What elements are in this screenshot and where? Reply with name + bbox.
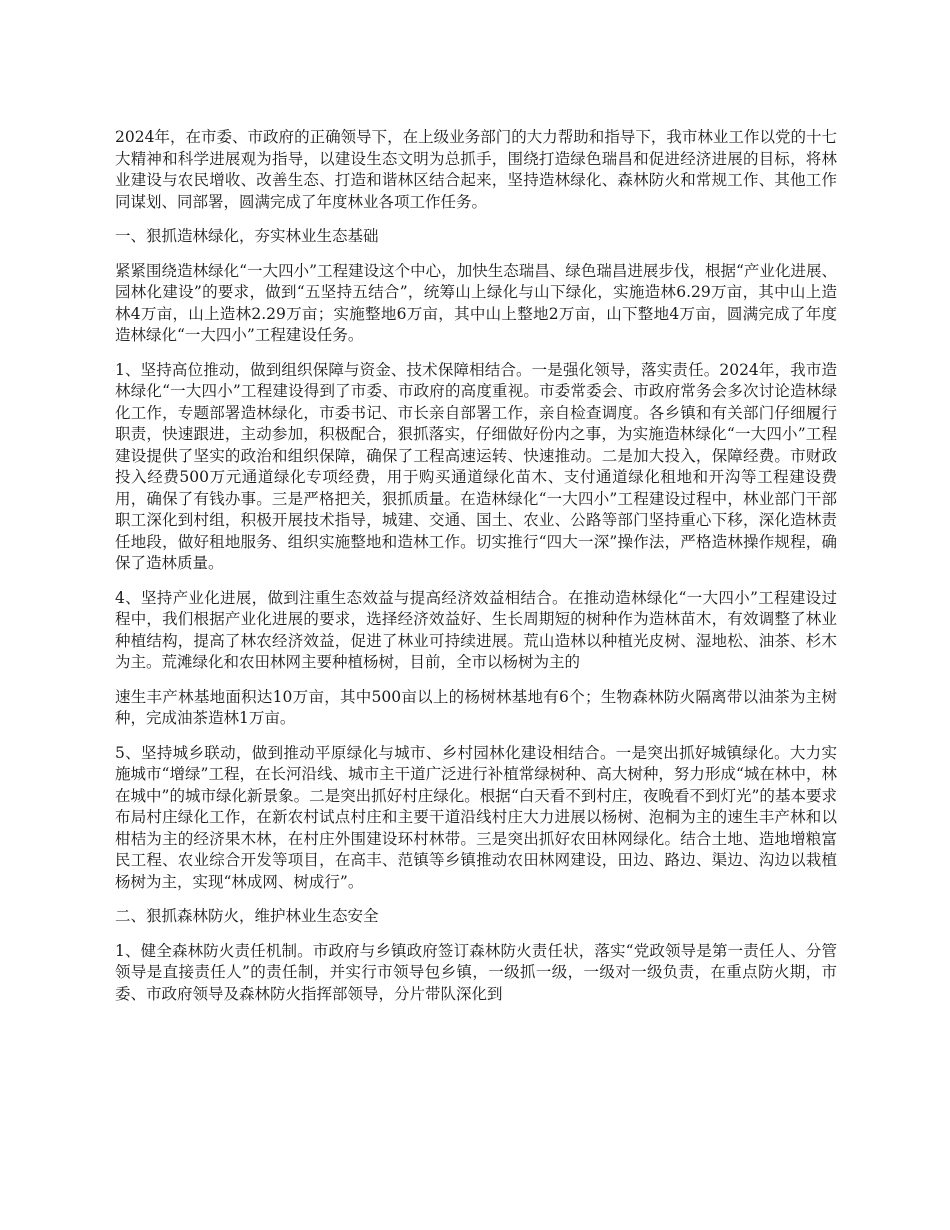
point-1-paragraph: 1、坚持高位推动，做到组织保障与资金、技术保障相结合。一是强化领导，落实责任。2024年，我市造林绿化“一大四小”工程建设得到了市委、市政府的高度重视。市委常委会、市政府常务会多次讨论造林绿化工作，专题部署造林绿化，市委书记、市长亲自部署工作，亲自检查调度。各乡镇和有关部门仔细履行职责，快速跟进，主动参加，积极配合，狠抓落实，仔细做好份内之事，为实施造林绿化“一大四小”工程建设提供了坚实的政治和组织保障，确保了工程高速运转、快速推动。二是加大投入，保障经费。市财政投入经费500万元通道绿化专项经费，用于购买通道绿化苗木、支付通道绿化租地和开沟等工程建设费用，确保了有钱办事。三是严格把关，狠抓质量。在造林绿化“一大四小”工程建设过程中，林业部门干部职工深化到村组，积极开展技术指导，城建、交通、国土、农业、公路等部门坚持重心下移，深化造林责任地段，做好租地服务、组织实施整地和造林工作。切实推行“四大一深”操作法，严格造林操作规程，确保了造林质量。 — [115, 360, 837, 572]
afforestation-summary-paragraph: 紧紧围绕造林绿化“一大四小”工程建设这个中心，加快生态瑞昌、绿色瑞昌进展步伐，根据“产业化进展、园林化建设”的要求，做到“五坚持五结合”，统筹山上绿化与山下绿化，实施造林6.29万亩，其中山上造林4万亩，山上造林2.29万亩；实施整地6万亩，其中山上整地2万亩，山下整地4万亩，圆满完成了年度造林绿化“一大四小”工程建设任务。 — [115, 261, 837, 344]
point-5-paragraph: 5、坚持城乡联动，做到推动平原绿化与城市、乡村园林化建设相结合。一是突出抓好城镇绿化。大力实施城市“增绿”工程，在长河沿线、城市主干道广泛进行补植常绿树种、高大树种，努力形成“城在林中，林在城中”的城市绿化新景象。二是突出抓好村庄绿化。根据“白天看不到村庄，夜晚看不到灯光”的基本要求布局村庄绿化工作，在新农村试点村庄和主要干道沿线村庄大力进展以杨树、泡桐为主的速生丰产林和以柑桔为主的经济果木林，在村庄外围建设环村林带。三是突出抓好农田林网绿化。结合土地、造地增粮富民工程、农业综合开发等项目，在高丰、范镇等乡镇推动农田林网建设，田边、路边、渠边、沟边以栽植杨树为主，实现“林成网、树成行”。 — [115, 743, 837, 891]
point-4-paragraph: 4、坚持产业化进展，做到注重生态效益与提高经济效益相结合。在推动造林绿化“一大四小”工程建设过程中，我们根据产业化进展的要求，选择经济效益好、生长周期短的树种作为造林苗木，有效调整了林业种植结构，提高了林农经济效益，促进了林业可持续进展。荒山造林以种植光皮树、湿地松、油茶、杉木为主。荒滩绿化和农田林网主要种植杨树，目前，全市以杨树为主的 — [115, 588, 837, 671]
fast-growing-forest-paragraph: 速生丰产林基地面积达10万亩，其中500亩以上的杨树林基地有6个；生物森林防火隔离带以油茶为主树种，完成油茶造林1万亩。 — [115, 687, 837, 727]
intro-paragraph: 2024年，在市委、市政府的正确领导下，在上级业务部门的大力帮助和指导下，我市林业工作以党的十七大精神和科学进展观为指导，以建设生态文明为总抓手，围绕打造绿色瑞昌和促进经济进展的目标，将林业建设与农民增收、改善生态、打造和谐林区结合起来，坚持造林绿化、森林防火和常规工作、其他工作同谋划、同部署，圆满完成了年度林业各项工作任务。 — [115, 128, 837, 211]
section-heading-fire-prevention: 二、狠抓森林防火，维护林业生态安全 — [115, 907, 379, 925]
fire-responsibility-paragraph: 1、健全森林防火责任机制。市政府与乡镇政府签订森林防火责任状，落实“党政领导是第一责任人、分管领导是直接责任人”的责任制，并实行市领导包乡镇，一级抓一级，一级对一级负责，在重点防火期，市委、市政府领导及森林防火指挥部领导，分片带队深化到 — [115, 941, 837, 1003]
document-page — [115, 127, 837, 1018]
section-heading-afforestation: 一、狠抓造林绿化，夯实林业生态基础 — [115, 227, 379, 245]
